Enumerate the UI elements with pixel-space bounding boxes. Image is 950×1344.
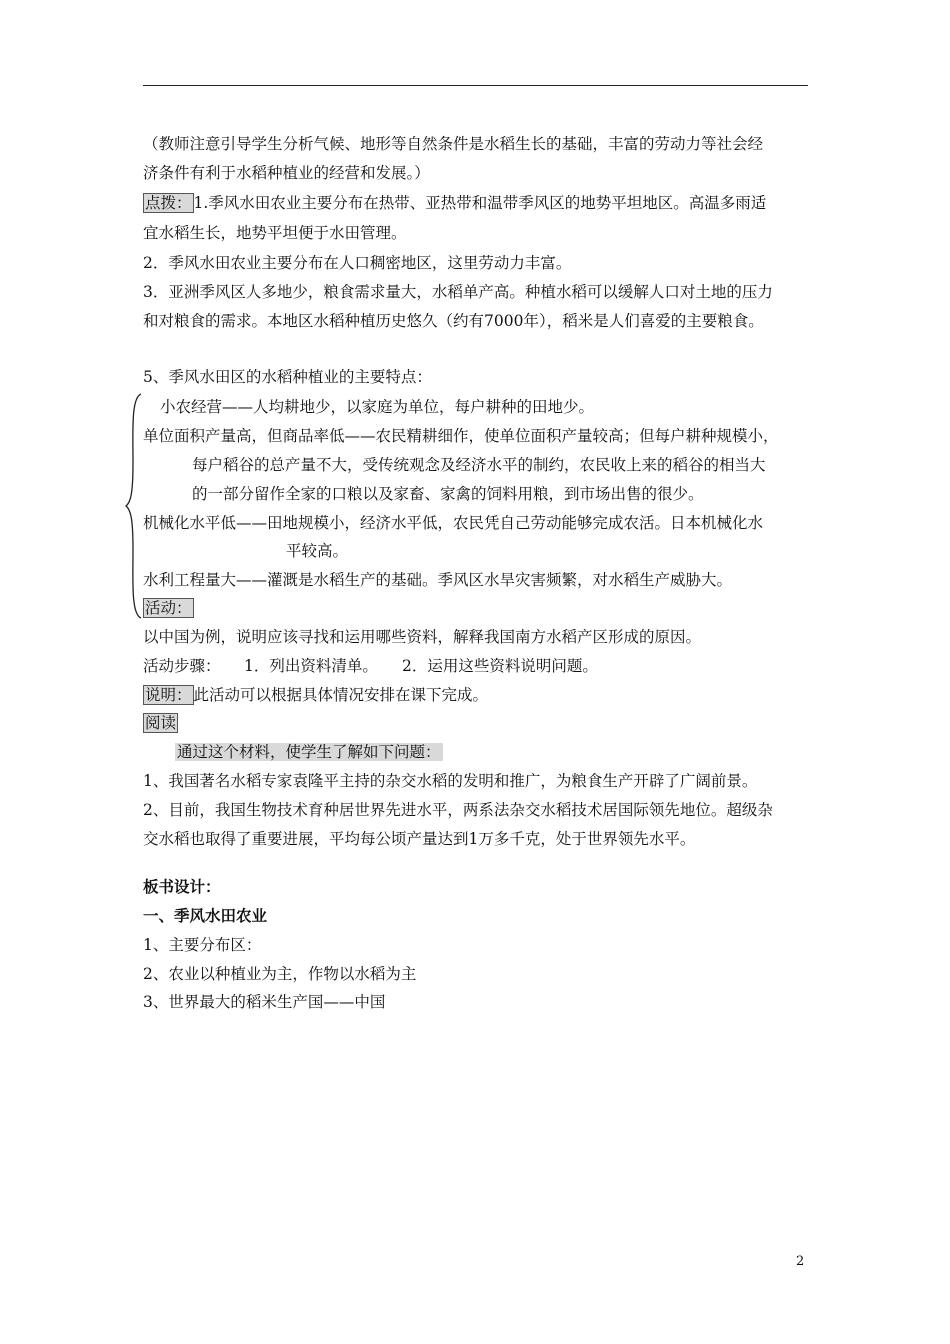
feature-2-line-3: 的一部分留作全家的口粮以及家畜、家禽的饲料用粮，到市场出售的很少。: [192, 485, 704, 503]
board-item-1: 1、主要分布区：: [143, 936, 262, 954]
reading-label: 阅读: [145, 714, 177, 732]
reading-intro: 通过这个材料，使学生了解如下问题：: [177, 743, 441, 761]
tips-paragraph-2: 2．季风水田农业主要分布在人口稠密地区，这里劳动力丰富。: [143, 254, 572, 272]
feature-4: 水利工程量大——灌溉是水稻生产的基础。季风区水旱灾害频繁，对水稻生产威胁大。: [143, 571, 733, 589]
features-heading: 5、季风水田区的水稻种植业的主要特点：: [143, 368, 432, 386]
note-text: 此活动可以根据具体情况安排在课下完成。: [193, 686, 489, 704]
note-label: 说明：: [145, 686, 192, 704]
intro-line-1: （教师注意引导学生分析气候、地形等自然条件是水稻生长的基础，丰富的劳动力等社会经: [143, 135, 764, 153]
activity-step-1: 1．列出资料清单。: [244, 657, 378, 675]
reading-label-row: [143, 713, 178, 733]
activity-note: [143, 685, 488, 705]
feature-2-line-1: 单位面积产量高，但商品率低——农民精耕细作，使单位面积产量较高；但每户耕种规模小，: [143, 427, 779, 445]
intro-line-2: 济条件有利于水稻种植业的经营和发展。）: [143, 164, 430, 182]
tips-p3-line-2: 和对粮食的需求。本地区水稻种植历史悠久（约有7000年），稻米是人们喜爱的主要粮食。: [143, 312, 764, 330]
activity-label-row: [143, 598, 194, 618]
feature-3-line-1: 机械化水平低——田地规模小，经济水平低，农民凭自己劳动能够完成农活。日本机械化水: [143, 514, 764, 532]
board-item-2: 2、农业以种植业为主，作物以水稻为主: [143, 965, 417, 983]
activity-task: 以中国为例，说明应该寻找和运用哪些资料，解释我国南方水稻产区形成的原因。: [143, 628, 702, 646]
feature-3-line-2: 平较高。: [286, 542, 349, 560]
page-number: 2: [796, 1254, 805, 1269]
tips-p1-line-2: 宜水稻生长，地势平坦便于水田管理。: [143, 224, 407, 242]
reading-item-1: 1、我国著名水稻专家袁隆平主持的杂交水稻的发明和推广，为粮食生产开辟了广阔前景。: [143, 772, 758, 790]
tips-p1-line1: 1.季风水田农业主要分布在热带、亚热带和温带季风区的地势平坦地区。高温多雨适: [193, 194, 767, 212]
curly-brace: [125, 392, 145, 620]
tips-p3-line-1: 3．亚洲季风区人多地少，粮食需求量大，水稻单产高。种植水稻可以缓解人口对土地的压力: [143, 283, 773, 301]
feature-1: 小农经营——人均耕地少，以家庭为单位，每户耕种的田地少。: [160, 398, 595, 416]
reading-item-2-line-1: 2、目前，我国生物技术育种居世界先进水平，两系法杂交水稻技术居国际领先地位。超级杂: [143, 801, 773, 819]
activity-label: 活动：: [145, 599, 192, 617]
feature-2-line-2: 每户稻谷的总产量不大，受传统观念及经济水平的制约，农民收上来的稻谷的相当大: [192, 456, 766, 474]
board-title: 板书设计：: [143, 877, 221, 896]
board-item-3: 3、世界最大的稻米生产国——中国: [143, 993, 386, 1011]
tips-paragraph-1: [143, 193, 766, 213]
board-heading: 一、季风水田农业: [143, 906, 268, 925]
reading-item-2-line-2: 交水稻也取得了重要进展，平均每公顷产量达到1万多千克，处于世界领先水平。: [143, 830, 696, 848]
tips-label: 点拨：: [145, 194, 192, 212]
header-rule: [143, 85, 808, 86]
activity-step-2: 2．运用这些资料说明问题。: [402, 657, 598, 675]
reading-intro-row: [175, 742, 443, 762]
activity-steps-label: 活动步骤：: [143, 657, 221, 675]
